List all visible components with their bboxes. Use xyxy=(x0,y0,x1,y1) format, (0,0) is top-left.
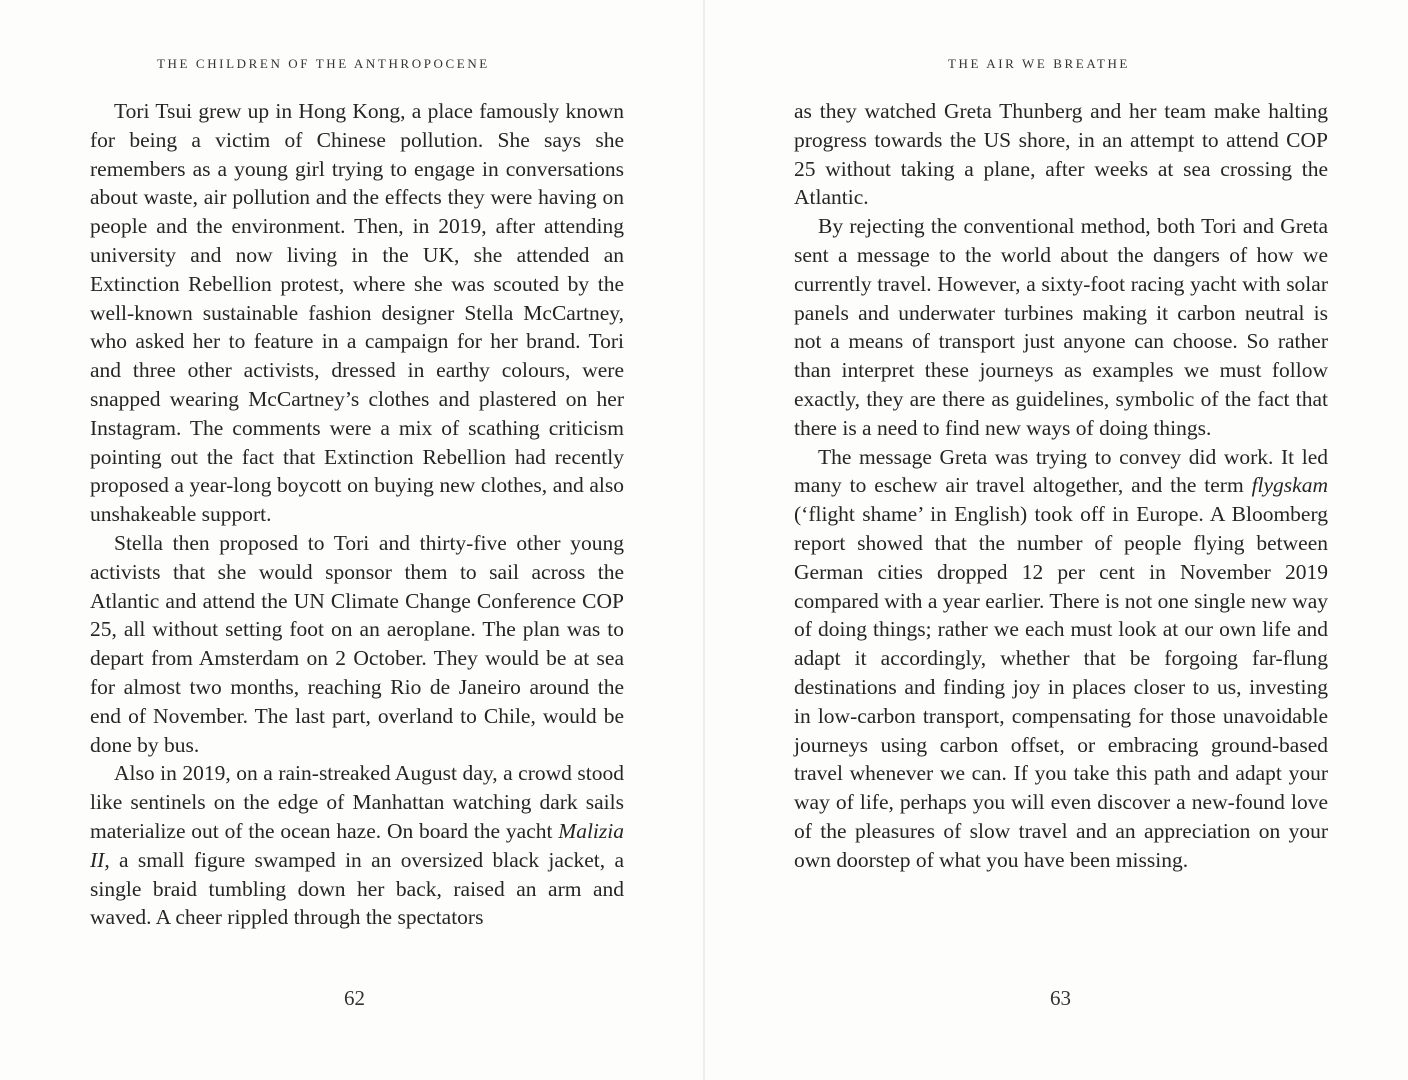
right-paragraph-2: By rejecting the conventional method, both Tori and Greta sent a message to the world about the dangers of how we currently travel. However, a sixty-foot racing yacht with solar panels and underwater turbines making it carbon neutral is not a means of transport just anyone can choose. So rather than interpret these journeys as examples we must follow exactly, they are there as guidelines, symbolic of the fact that there is a need to find new ways of doing things. xyxy=(794,214,1328,440)
right-page xyxy=(704,0,1408,1080)
left-paragraph-3 xyxy=(90,759,624,932)
right-running-head: THE AIR WE BREATHE xyxy=(948,56,1130,71)
left-paragraph-3-start: Also in 2019, on a rain-streaked August day, a crowd stood like sentinels on the edge of Manhattan watching dark sails materialize out of the ocean haze. On board the yacht xyxy=(90,761,624,843)
right-paragraph-3-start: The message Greta was trying to convey did work. It led many to eschew air travel altogether, and the term xyxy=(794,444,1328,498)
left-running-head: THE CHILDREN OF THE ANTHROPOCENE xyxy=(157,56,490,71)
left-paragraph-2: Stella then proposed to Tori and thirty-five other young activists that she would sponsor them to sail across the Atlantic and attend the UN Climate Change Conference COP 25, all without setting foot on an aeroplane. The plan was to depart from Amsterdam on 2 October. They would be at sea for almost two months, reaching Rio de Janeiro around the end of November. The last part, overland to Chile, would be done by bus. xyxy=(90,530,624,757)
left-body-text xyxy=(90,97,624,932)
right-body-text xyxy=(794,97,1328,875)
right-page-number: 63 xyxy=(1050,986,1071,1010)
right-paragraph-3 xyxy=(794,443,1328,875)
left-page-number: 62 xyxy=(344,986,365,1010)
yacht-name: Malizia II xyxy=(90,818,624,872)
left-paragraph-1: Tori Tsui grew up in Hong Kong, a place famously known for being a victim of Chinese pollution. She says she remembers as a young girl trying to engage in conversations about waste, air pollution and the effects they were having on people and the environment. Then, in 2019, after attending university and now living in the UK, she attended an Extinction Rebellion protest, where she was scouted by the well-known sustainable fashion designer Stella McCartney, who asked her to feature in a campaign for her brand. Tori and three other activists, dressed in earthy colours, were snapped wearing McCartney’s clothes and plastered on her Instagram. The comments were a mix of scathing criticism pointing out the fact that Extinction Rebellion had recently proposed a year-long boycott on buying new clothes, and also unshakeable support. xyxy=(90,99,624,527)
left-paragraph-3-end: , a small figure swamped in an oversized black jacket, a single braid tumbling down her back, raised an arm and waved. A cheer rippled through the spectators xyxy=(90,847,624,930)
right-paragraph-1: as they watched Greta Thunberg and her team make halting progress towards the US shore, in an attempt to attend COP 25 without taking a plane, after weeks at sea crossing the Atlantic. xyxy=(794,99,1328,210)
right-paragraph-3-end: (‘flight shame’ in English) took off in Europe. A Bloomberg report showed that the number of people flying between German cities dropped 12 per cent in November 2019 compared with a year earlier. There is not one single new way of doing things; rather we each must look at our own life and adapt it accordingly, whether that be forgoing far-flung destinations and finding joy in places closer to us, investing in low-carbon transport, compensating for those unavoidable journeys using carbon offset, or embracing ground-based travel whenever we can. If you take this path and adapt your way of life, perhaps you will even discover a new-found love of the pleasures of slow travel and an appreciation on your own doorstep of what you have been missing. xyxy=(794,502,1328,872)
flygskam-term: flygskam xyxy=(1251,473,1328,498)
